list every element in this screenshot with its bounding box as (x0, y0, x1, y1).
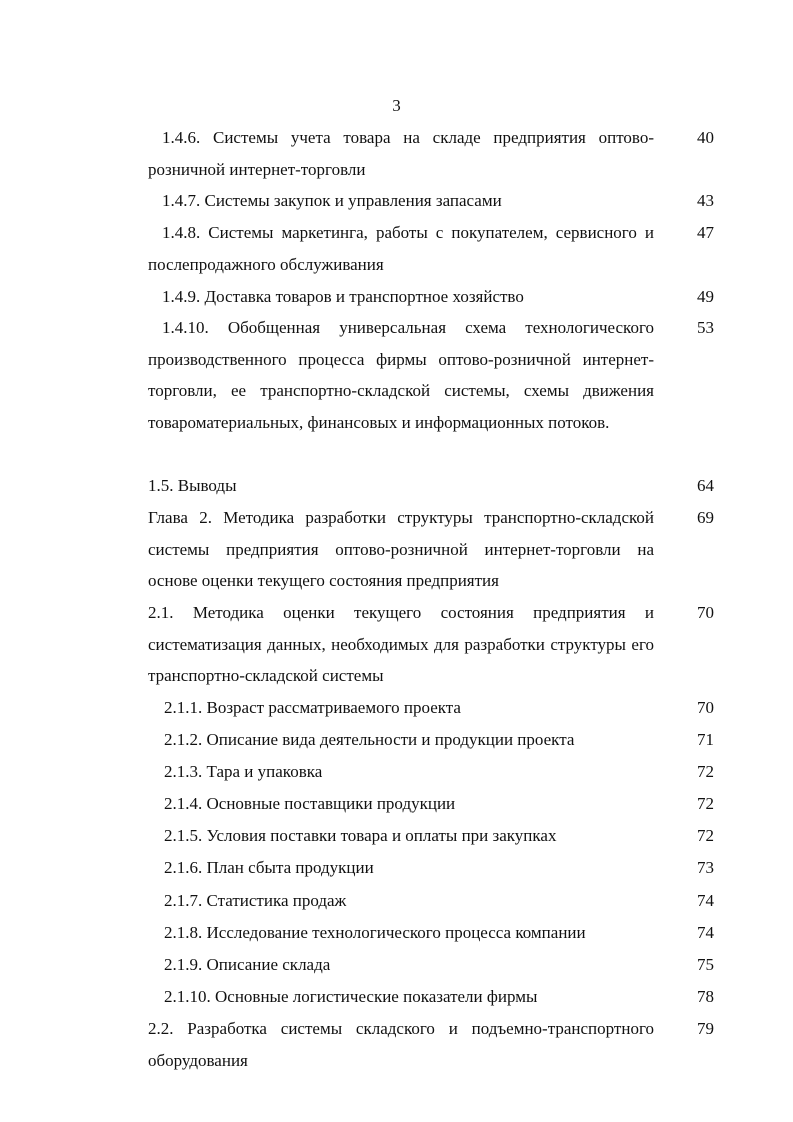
toc-entry-title: 2.1.2. Описание вида деятельности и продукции проекта (164, 730, 575, 749)
toc-entry-title: 2.1.3. Тара и упаковка (164, 762, 323, 781)
toc-entry-title: 1.5. Выводы (148, 476, 237, 495)
toc-entry-title: 2.1.6. План сбыта продукции (164, 858, 374, 877)
toc-entry-page: 70 (697, 698, 714, 717)
toc-entry-page: 40 (697, 128, 714, 147)
toc-entry-page: 53 (697, 318, 714, 337)
toc-entry-page: 72 (697, 794, 714, 813)
page-number: 3 (392, 96, 401, 115)
toc-entry-title: 1.4.7. Системы закупок и управления запасами (162, 191, 502, 210)
toc-entry-title: 2.1.9. Описание склада (164, 955, 331, 974)
toc-entry-title: 2.1.7. Статистика продаж (164, 891, 347, 910)
toc-entry-title: 2.1.10. Основные логистические показатели фирмы (164, 987, 538, 1006)
toc-entry-title: 2.1. Методика оценки текущего состояния предприятия и систематизация данных, необходимых для разработки структуры его транспортно-складской системы (148, 603, 654, 685)
toc-entry-page: 73 (697, 858, 714, 877)
toc-entry-title: 2.1.4. Основные поставщики продукции (164, 794, 456, 813)
toc-entry-page: 70 (697, 603, 714, 622)
toc-entry-page: 74 (697, 891, 714, 910)
toc-entry-page: 64 (697, 476, 714, 495)
toc-entry-page: 72 (697, 762, 714, 781)
toc-entry-page: 74 (697, 923, 714, 942)
toc-entry-title: Глава 2. Методика разработки структуры транспортно-складской системы предприятия оптово-розничной интернет-торговли на основе оценки текущего состояния предприятия (148, 508, 654, 590)
toc-entry-page: 72 (697, 826, 714, 845)
toc-entry-title: 2.1.5. Условия поставки товара и оплаты при закупках (164, 826, 557, 845)
toc-entry-title: 2.1.1. Возраст рассматриваемого проекта (164, 698, 461, 717)
toc-entry-page: 43 (697, 191, 714, 210)
toc-entry-title: 2.2. Разработка системы складского и подъемно-транспортного оборудования (148, 1019, 654, 1070)
toc-entry-page: 79 (697, 1019, 714, 1038)
toc-entry-page: 71 (697, 730, 714, 749)
toc-entry-page: 49 (697, 287, 714, 306)
toc-entry-page: 69 (697, 508, 714, 527)
toc-entry-page: 75 (697, 955, 714, 974)
toc-entry-title: 1.4.10. Обобщенная универсальная схема технологического производственного процесса фирмы оптово-розничной интернет-торговли, ее транспортно-складской системы, схемы движения товароматериальных, финансовых и информационных потоков. (148, 318, 654, 432)
toc-entry-title: 1.4.9. Доставка товаров и транспортное хозяйство (162, 287, 524, 306)
toc-entry-title: 2.1.8. Исследование технологического процесса компании (164, 923, 586, 942)
toc-entry-title: 1.4.6. Системы учета товара на складе предприятия оптово-розничной интернет-торговли (148, 128, 654, 179)
toc-entry-page: 47 (697, 223, 714, 242)
toc-entry-title: 1.4.8. Системы маркетинга, работы с покупателем, сервисного и послепродажного обслуживания (148, 223, 654, 274)
toc-entry-page: 78 (697, 987, 714, 1006)
